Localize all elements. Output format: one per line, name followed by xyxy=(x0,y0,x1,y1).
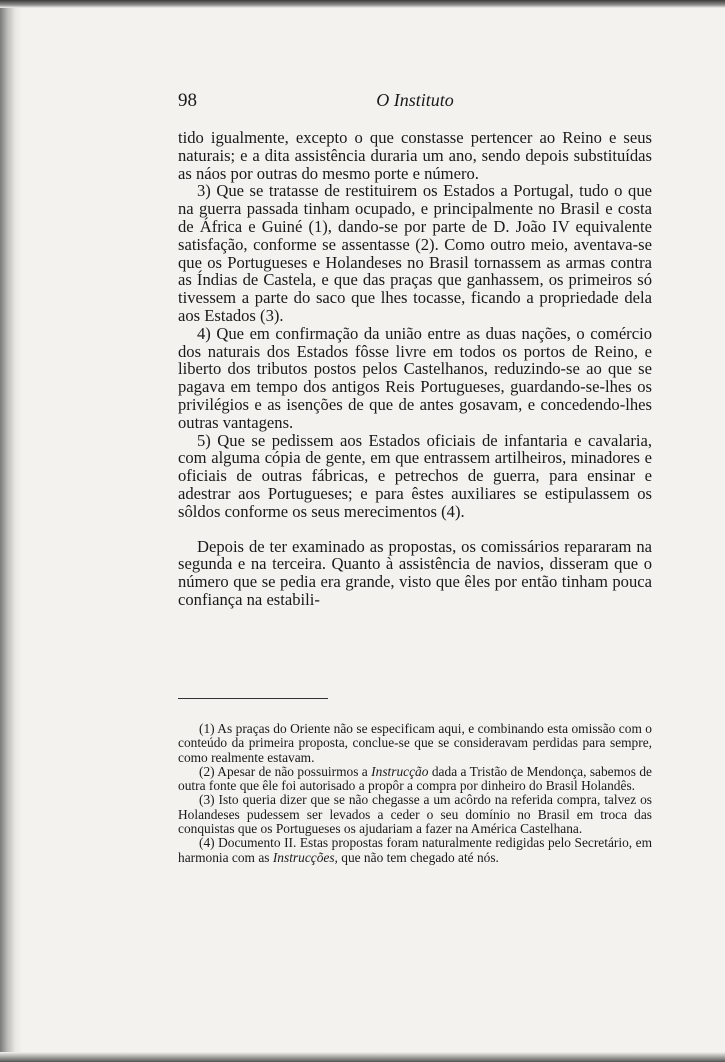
page-header xyxy=(178,90,652,114)
footnote-1: (1) As praças do Oriente não se especificam aqui, e combinando esta omissão com o conteúdo da primeira proposta, conclue-se que se consideravam perdidas para sempre, como realmente estavam. xyxy=(178,721,652,765)
page-number: 98 xyxy=(178,90,197,111)
footnote-3: (3) Isto queria dizer que se não chegasse a um acôrdo na referida compra, talvez os Holandeses pudessem ser levados a ceder o seu domínio no Brasil em troca das conquistas que os Portugueses os ajudariam a fazer na América Castelhana. xyxy=(178,792,652,837)
top-page-edge xyxy=(0,0,725,8)
footnotes xyxy=(178,722,652,865)
running-title: O Instituto xyxy=(376,90,454,110)
bottom-page-edge xyxy=(0,1052,725,1062)
footnote-divider xyxy=(178,698,328,699)
paragraph-item-5: 5) Que se pedissem aos Estados oficiais de infantaria e cavalaria, com alguma cópia de gente, em que entrassem artilheiros, minadores e oficiais de outras fábricas, e petrechos de guerra, para ensinar e adestrar aos Portugueses; e para êstes auxiliares se estipulassem os sôldos conforme os seus merecimentos (4). xyxy=(178,430,652,521)
footnote-2-title: Instrucção xyxy=(371,763,429,779)
paragraph-item-4: 4) Que em confirmação da união entre as duas nações, o comércio dos naturais dos Estados fôsse livre em todos os portos de Reino, e liberto dos tributos postos pelos Castelhanos, reduzindo-se ao que se pagava em tempo dos antigos Reis Portugueses, guardando-se-lhes os privilégios e as isenções de que de antes gosavam, e concedendo-lhes outras vantagens. xyxy=(178,323,652,432)
main-text xyxy=(178,129,652,609)
footnote-2: (2) Apesar de não possuirmos a Instrucção dada a Tristão de Mendonça, sabemos de outra fonte que êle foi autorisado a propôr a compra por dinheiro do Brasil Holandês. xyxy=(178,763,652,794)
book-spine-shadow xyxy=(0,0,22,1062)
footnote-4: (4) Documento II. Estas propostas foram naturalmente redigidas pelo Secretário, em harmonia com as Instrucções, que não tem chegado até nós. xyxy=(178,835,652,865)
paragraph-continued: tido igualmente, excepto o que constasse pertencer ao Reino e seus naturais; e a dita assistência duraria um ano, sendo depois substituídas as náos por outras do mesmo porte e número. xyxy=(178,128,652,183)
footnote-4-title: Instrucções, xyxy=(272,849,338,865)
paragraph-item-3: 3) Que se tratasse de restituirem os Estados a Portugal, tudo o que na guerra passada tinham ocupado, e principalmente no Brasil e costa de África e Guiné (1), dando-se por parte de D. João IV equivalente satisfação, conforme se assentasse (2). Como outro meio, aventava-se que os Portugueses e Holandeses no Brasil tornassem as armas contra as Índias de Castela, e que das praças que ganhassem, os primeiros só tivessem a parte do saco que lhes tocasse, ficando a propriedade dela aos Estados (3). xyxy=(178,181,652,325)
paragraph-commissioners: Depois de ter examinado as propostas, os comissários repararam na segunda e na terceira. Quanto à assistência de navios, disseram que o número que se pedia era grande, visto que êles por então tinham pouca confiança na estabili- xyxy=(178,536,652,609)
